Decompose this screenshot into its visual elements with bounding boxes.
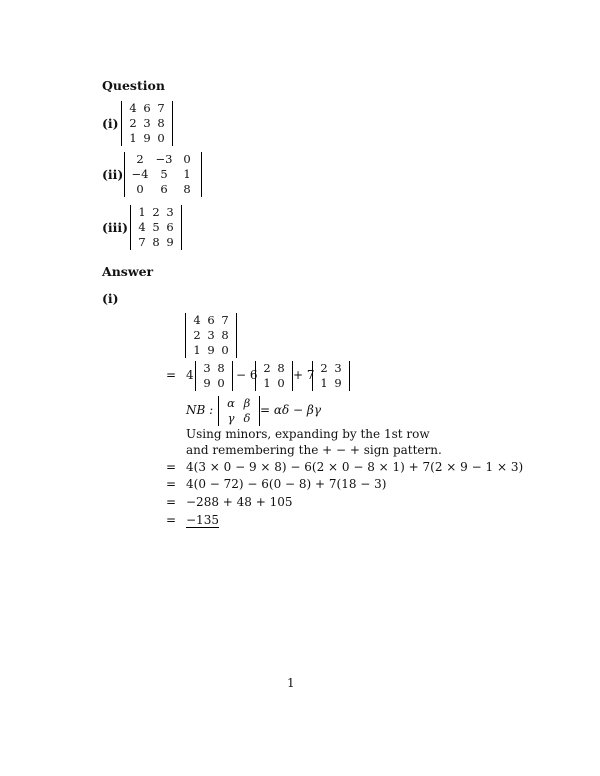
entry: 9: [334, 376, 342, 390]
entry: δ: [243, 411, 251, 425]
entry: 0: [221, 343, 229, 357]
entry: 1: [138, 205, 146, 219]
equals-sign: =: [166, 460, 177, 474]
answer-part-label: (i): [102, 291, 119, 306]
entry: 6: [207, 313, 215, 327]
entry: α: [227, 396, 235, 410]
entry: 0: [217, 376, 225, 390]
entry: 8: [183, 182, 191, 196]
entry: 3: [207, 328, 215, 342]
answer-heading: Answer: [102, 264, 154, 279]
entry: 5: [152, 220, 160, 234]
entry: 0: [183, 152, 191, 166]
operator-3: + 7: [293, 368, 315, 382]
entry: 3: [203, 361, 211, 375]
entry: 4: [193, 313, 201, 327]
operator-2: − 6: [236, 368, 258, 382]
question-heading: Question: [102, 78, 165, 93]
question-2-entries: [125, 152, 201, 197]
entry: 0: [157, 131, 165, 145]
minor-2: [255, 361, 293, 391]
entry: 4: [138, 220, 146, 234]
nb-prefix: NB :: [186, 403, 214, 417]
entry: 8: [152, 235, 160, 249]
entry: 6: [143, 101, 151, 115]
minor-1-entries: [196, 361, 232, 391]
note-line-2: and remembering the + − + sign pattern.: [186, 443, 442, 457]
entry: 2: [263, 361, 271, 375]
entry: 2: [193, 328, 201, 342]
question-1-entries: [122, 101, 172, 146]
step-3: −288 + 48 + 105: [186, 495, 293, 509]
entry: 4: [129, 101, 137, 115]
entry: 1: [129, 131, 137, 145]
entry: 2: [152, 205, 160, 219]
step-1: 4(3 × 0 − 9 × 8) − 6(2 × 0 − 8 × 1) + 7(2 × 9 − 1 × 3): [186, 460, 524, 474]
entry: 8: [277, 361, 285, 375]
entry: 2: [320, 361, 328, 375]
entry: 6: [160, 182, 168, 196]
entry: 5: [160, 167, 168, 181]
entry: 3: [334, 361, 342, 375]
nb-minor-entries: [219, 396, 259, 426]
page-number: 1: [287, 676, 295, 690]
question-3-entries: [131, 205, 181, 250]
equals-sign: =: [166, 477, 177, 491]
entry: 8: [157, 116, 165, 130]
entry: 6: [166, 220, 174, 234]
minor-1: [195, 361, 233, 391]
question-1-determinant: [121, 101, 173, 146]
entry: 2: [129, 116, 137, 130]
minor-3-entries: [313, 361, 349, 391]
nb-minor: [218, 396, 260, 426]
minor-2-entries: [256, 361, 292, 391]
question-3-label: (iii): [102, 220, 129, 235]
equals-sign: =: [166, 368, 177, 382]
answer-determinant-entries: [186, 313, 236, 358]
question-3-determinant: [130, 205, 182, 250]
entry: 9: [207, 343, 215, 357]
entry: 8: [221, 328, 229, 342]
equals-sign: =: [166, 513, 177, 527]
entry: −4: [131, 167, 149, 181]
entry: 1: [193, 343, 201, 357]
question-2-label: (ii): [102, 167, 124, 182]
answer-determinant: [185, 313, 237, 358]
entry: 0: [136, 182, 144, 196]
entry: 0: [277, 376, 285, 390]
final-answer: −135: [186, 513, 219, 527]
entry: 7: [157, 101, 165, 115]
coefficient-1: 4: [186, 368, 194, 382]
nb-result: = αδ − βγ: [260, 403, 321, 417]
entry: 3: [166, 205, 174, 219]
entry: 1: [183, 167, 191, 181]
step-2: 4(0 − 72) − 6(0 − 8) + 7(18 − 3): [186, 477, 387, 491]
question-2-determinant: [124, 152, 202, 197]
note-line-1: Using minors, expanding by the 1st row: [186, 427, 430, 441]
entry: β: [243, 396, 251, 410]
entry: 3: [143, 116, 151, 130]
entry: γ: [227, 411, 235, 425]
entry: 7: [138, 235, 146, 249]
entry: 1: [263, 376, 271, 390]
entry: 9: [203, 376, 211, 390]
equals-sign: =: [166, 495, 177, 509]
entry: 1: [320, 376, 328, 390]
entry: 2: [136, 152, 144, 166]
entry: 7: [221, 313, 229, 327]
entry: 9: [166, 235, 174, 249]
entry: −3: [155, 152, 173, 166]
entry: 9: [143, 131, 151, 145]
entry: 8: [217, 361, 225, 375]
question-1-label: (i): [102, 116, 119, 131]
minor-3: [312, 361, 350, 391]
